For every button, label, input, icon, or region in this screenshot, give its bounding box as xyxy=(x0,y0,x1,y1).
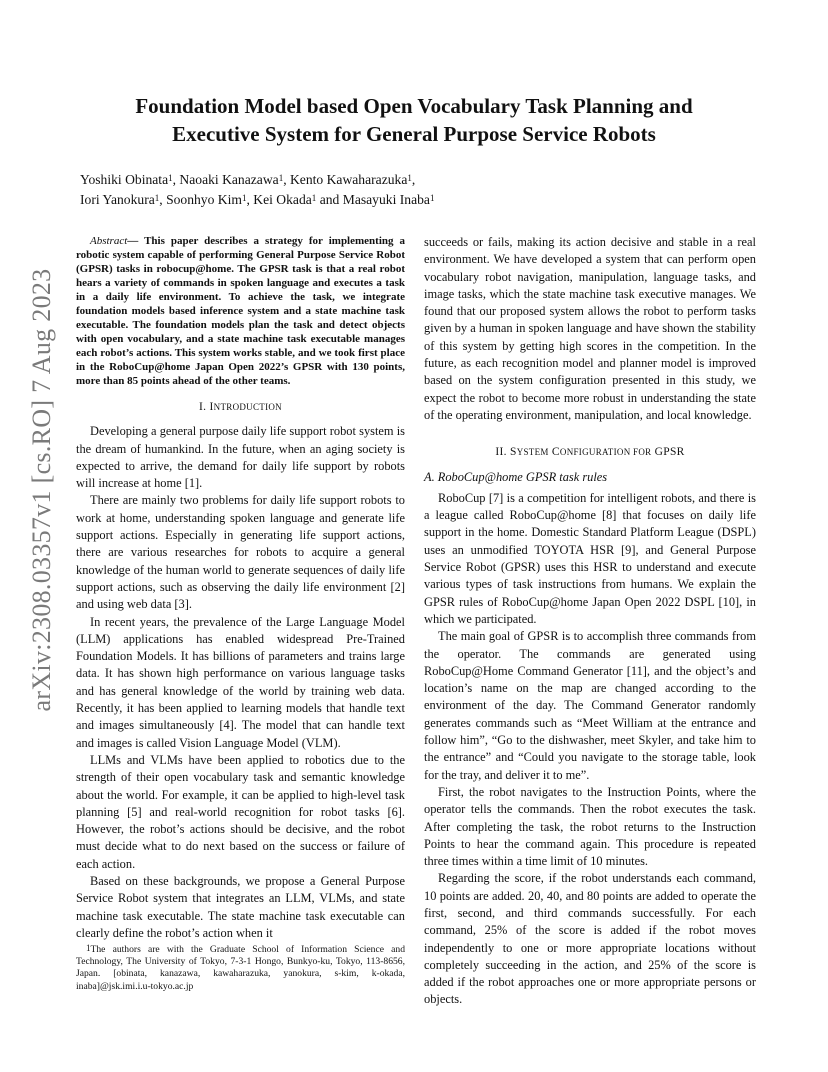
title-line-1: Foundation Model based Open Vocabulary Task Planning and xyxy=(135,94,693,118)
body-paragraph: RoboCup [7] is a competition for intelligent robots, and there is a league called RoboCup@home [8] that focuses on daily life support in the home. Domestic Standard Platform League (DSPL) uses an unmodified TOYOTA HSR [9], and General Purpose Service Robot (GPSR) uses this HSR to understand and execute various types of task instructions from humans. We explain the GPSR rules of RoboCup@home Japan Open 2022 DSPL [10], in which we participated. xyxy=(424,490,756,626)
affiliation-mark: 1 xyxy=(241,193,247,203)
author-separator: , xyxy=(283,172,290,187)
title-line-2: Executive System for General Purpose Service Robots xyxy=(172,122,656,146)
affiliation-mark: 1 xyxy=(154,193,160,203)
abstract xyxy=(76,234,405,388)
section-heading-system-configuration: II. SYSTEM CONFIGURATION FOR GPSR xyxy=(495,446,685,459)
affiliation-mark: 1 xyxy=(407,173,412,183)
author-name: Kento Kawaharazuka xyxy=(289,172,408,187)
author-name: Kei Okada xyxy=(253,192,312,207)
author-separator: , xyxy=(172,172,180,187)
body-paragraph: First, the robot navigates to the Instruction Points, where the operator tells the commands. Then the robot executes the task. After completing the task, the robot returns to the Instruction Points to hear the command again. This procedure is repeated three times within a time limit of 10 minutes. xyxy=(424,784,756,869)
right-column xyxy=(424,234,756,1009)
left-column xyxy=(76,234,405,942)
author-separator: , xyxy=(159,192,167,207)
subsection-heading-gpsr-rules: A. RoboCup@home GPSR task rules xyxy=(424,469,608,484)
author-separator: , xyxy=(246,192,254,207)
author-name: Soonhyo Kim xyxy=(166,192,242,207)
abstract-text: This paper describes a strategy for implementing a robotic system capable of performing General Purpose Service Robot (GPSR) tasks in robocup@home. The GPSR task is that a real robot hears a variety of commands in spoken language and executes a task in a daily life environment. To achieve the task, we integrate foundation models based inference system and a state machine task executable. The foundation models plan the task and detect objects with open vocabulary, and a state machine task executable manages each robot’s actions. This system works stable, and we took first place in the RoboCup@home Japan Open 2022’s GPSR with 130 points, more than 85 points ahead of the other teams. xyxy=(76,235,405,387)
author-name: Yoshiki Obinata xyxy=(80,172,169,187)
paper-title xyxy=(80,92,748,148)
body-paragraph-continuation: succeeds or fails, making its action decisive and stable in a real environment. We have developed a system that can perform open vocabulary robot navigation, manipulation, language tasks, and image tasks, which the state machine task executive manages. We found that our proposed system allows the robot to perform tasks given by a human in spoken language and have shown the stability of this system by getting high scores in the competition. In the future, as each recognition model and planner model is improved based on the system configuration presented in this study, we expect the robot to become more robust in understanding the state of the operating environment, manipulation, and local knowledge. xyxy=(424,235,756,422)
affiliation-mark: 1 xyxy=(168,173,173,183)
abstract-separator: — xyxy=(127,235,145,247)
author-separator: and xyxy=(316,192,343,207)
author-name: Iori Yanokura xyxy=(80,192,155,207)
body-paragraph: Developing a general purpose daily life support robot system is the dream of humankind. In the future, when an aging society is expected to arrive, the demand for daily life support by robots will increase at home [1]. xyxy=(76,424,405,491)
section-heading-introduction: I. INTRODUCTION xyxy=(199,401,282,413)
affiliation-mark: 1 xyxy=(429,193,435,203)
footnote-text: $^1$The authors are with the Graduate School of Information Science and Technology, The University of Tokyo, 7-3-1 Hongo, Bunkyo-ku, Tokyo, 113-8656, Japan. [obinata, kanazawa, kawaharazuka, yanokura, s-kim, k-okada, inaba]@jsk.imi.i.u-tokyo.ac.jp xyxy=(76,943,405,992)
affiliation-mark: 1 xyxy=(278,173,284,183)
author-name: Masayuki Inaba xyxy=(342,192,430,207)
arxiv-identifier-stamp xyxy=(22,268,62,712)
author-list xyxy=(80,170,748,210)
arxiv-identifier-text: arXiv:2308.03357v1 [cs.RO] 7 Aug 2023 xyxy=(27,268,56,712)
abstract-label: Abstract xyxy=(90,235,128,247)
body-paragraph: The main goal of GPSR is to accomplish three commands from the operator. The commands are generated using RoboCup@Home Command Generator [11], and the object’s and location’s name on the map are changed according to the environment of the day. The Command Generator randomly generates commands such as “Meet William at the entrance and follow him”, “Go to the dishwasher, meet Skyler, and take him to the entrance” and “Could you navigate to the storage table, look for the tray, and deliver it to me”. xyxy=(424,629,756,782)
body-paragraph: There are mainly two problems for daily life support robots to work at home, understanding spoken language and generate life support actions. Especially in generating life support actions, there are various researches for robots to acquire a general knowledge of the human world to generate sequences of daily life support actions, such as observing the daily life environment [2] and using web data [3]. xyxy=(76,493,405,612)
body-paragraph: Based on these backgrounds, we propose a General Purpose Service Robot system that integrates an LLM, VLMs, and state machine task executable. The state machine task executable can clearly define the robot’s action when it xyxy=(76,874,405,940)
footnote xyxy=(76,944,405,993)
body-paragraph: In recent years, the prevalence of the Large Language Model (LLM) applications has enabled widespread Pre-Trained Foundation Models. It has billions of parameters and trains large data. It has shown high performance on various language tasks and has general knowledge of the world by training web data. Recently, it has been applied to learning models that handle text and images simultaneously [4]. The model that can handle text and images is called Vision Language Model (VLM). xyxy=(76,614,405,750)
author-line-1 xyxy=(80,170,748,190)
body-paragraph: LLMs and VLMs have been applied to robotics due to the strength of their open vocabulary task and semantic knowledge about the world. For example, it can be applied to high-level task planning [5] and real-world recognition for robot tasks [6]. However, the robot’s actions should be decisive, and the robot must decide what to do next based on the success or failure of each action. xyxy=(76,752,405,871)
body-paragraph: Regarding the score, if the robot understands each command, 10 points are added. 20, 40, and 80 points are added to operate the first, second, and third commands successfully. For each command, 25% of the score is added if the robot moves independently to one or more appropriate locations without completely succeeding in the action, and 25% of the score is added if the robot approaches one or more appropriate persons or objects. xyxy=(424,871,756,1007)
author-name: Naoaki Kanazawa xyxy=(179,172,279,187)
author-separator: , xyxy=(411,172,416,187)
affiliation-mark: 1 xyxy=(311,193,317,203)
footnote-mark: 1 xyxy=(86,943,91,953)
author-line-2 xyxy=(80,190,748,210)
